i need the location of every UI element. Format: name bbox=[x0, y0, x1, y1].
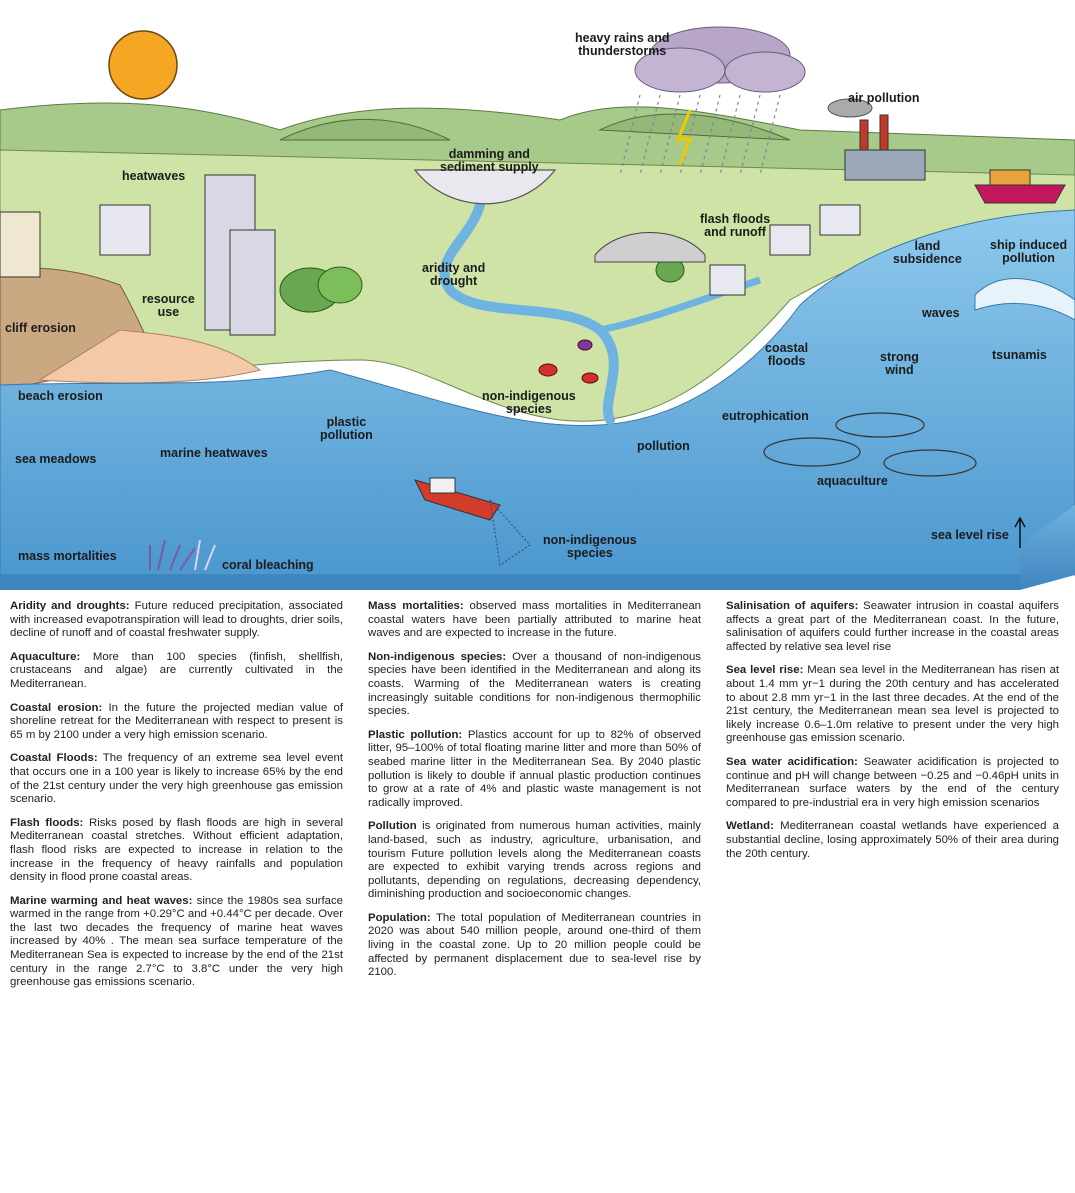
glossary-column-1 bbox=[10, 600, 343, 1000]
glossary-text: observed mass mortalities in Mediterranean coastal waters have been partially attributed to marine heat waves and are expected to increase in the future. bbox=[368, 600, 701, 640]
glossary-text: In the future the projected median value of shoreline retreat for the Mediterranean with respect to present is 65 m by 2100 under a very high emission scenario. bbox=[10, 701, 344, 741]
glossary-term: Flash floods: bbox=[10, 816, 84, 829]
coastal-scene bbox=[0, 0, 1075, 590]
glossary-text: Mediterranean coastal wetlands have experienced a substantial decline, losing approximately 50% of their area during the 20th century. bbox=[726, 820, 1059, 860]
glossary-entry bbox=[10, 600, 343, 641]
glossary-term: Coastal erosion: bbox=[10, 701, 103, 714]
glossary-text: since the 1980s sea surface warmed in the range from +0.29°C and +0.44°C per decade. Over the last two decades the frequency of marine heat waves increased by 40% . The mean sea surface temperature of the Mediterranean Sea is expected to increase by the end of the 21st century in the range 2.7°C to 3.8°C under the very high greenhouse gas emissions scenario. bbox=[10, 894, 343, 989]
label-cliff-erosion: cliff erosion bbox=[5, 321, 76, 335]
label-strong-wind: strong wind bbox=[880, 350, 919, 377]
label-beach-erosion: beach erosion bbox=[18, 389, 103, 403]
glossary bbox=[0, 600, 1075, 1190]
glossary-text: The frequency of an extreme sea level event that occurs one in a 100 year is likely to increase 65% by the end of the 21st century under the very high greenhouse gas emission scenario. bbox=[10, 752, 343, 806]
glossary-entry bbox=[368, 729, 701, 811]
glossary-entry bbox=[726, 664, 1059, 746]
label-sea-meadows: sea meadows bbox=[15, 452, 97, 466]
glossary-text: Plastics account for up to 82% of observed litter, 95–100% of total floating marine litter and more than 50% of seabed marine litter in the Mediterranean Sea. By 2040 plastic pollution is likely to double if annual plastic production continues to grow at a rate of 4% and plastic waste management is not radically improved. bbox=[368, 728, 702, 809]
glossary-entry bbox=[10, 895, 343, 990]
label-heatwaves: heatwaves bbox=[122, 169, 186, 183]
glossary-term: Sea water acidification: bbox=[726, 755, 858, 768]
label-sea-level-rise: sea level rise bbox=[931, 528, 1009, 542]
label-heavy-rains: heavy rains and thunderstorms bbox=[575, 31, 670, 58]
glossary-term: Plastic pollution: bbox=[368, 728, 463, 741]
label-ship-pollution: ship induced pollution bbox=[990, 238, 1068, 265]
glossary-term: Pollution bbox=[368, 820, 417, 833]
glossary-term: Mass mortalities: bbox=[368, 600, 464, 612]
glossary-text: Risks posed by flash floods are high in several Mediterranean coastal stretches. Without efficient adaptation, flash flood risks are expected to increase in relation to the increase in the frequency of heavy rainfalls and population density in flood prone coastal areas. bbox=[10, 816, 343, 884]
label-mass-mortalities: mass mortalities bbox=[18, 549, 117, 563]
glossary-column-3 bbox=[726, 600, 1059, 871]
glossary-term: Marine warming and heat waves: bbox=[10, 894, 193, 907]
label-plastic-pollution: plastic pollution bbox=[320, 415, 373, 442]
sea-front bbox=[0, 575, 1020, 590]
glossary-text: is originated from numerous human activities, mainly land-based, such as industry, agriculture, urbanisation, and tourism Future pollution levels along the Mediterranean coasts are expected to exhibit varying trends across regions and pollutants, depending on regulations, decreasing dependency, diminishing production and socioeconomic changes. bbox=[368, 820, 701, 901]
glossary-term: Wetland: bbox=[726, 820, 774, 833]
glossary-entry bbox=[10, 817, 343, 885]
label-eutrophication: eutrophication bbox=[722, 409, 809, 423]
glossary-text: Seawater intrusion in coastal aquifers affects a great part of the Mediterranean coast. In the future, salinisation of aquifers could further increase in the coastal areas affected by relative sea level rise bbox=[726, 600, 1059, 653]
glossary-text: More than 100 species (finfish, shellfish, crustaceans and algae) are currently cultivated in the Mediterranean. bbox=[10, 650, 343, 690]
glossary-term: Aridity and droughts: bbox=[10, 600, 130, 612]
label-coral-bleaching: coral bleaching bbox=[222, 558, 314, 572]
glossary-term: Aquaculture: bbox=[10, 650, 81, 663]
label-resource-use: resource use bbox=[142, 292, 195, 319]
glossary-entry bbox=[368, 912, 701, 980]
label-waves: waves bbox=[922, 306, 960, 320]
glossary-text: Seawater acidification is projected to continue and pH will change between −0.25 and −0.46pH units in Mediterranean surface waters by the end of the century compared to pre-industrial era in very high emission scenarios bbox=[726, 755, 1060, 809]
glossary-entry bbox=[726, 820, 1059, 861]
label-damming: damming and sediment supply bbox=[440, 147, 539, 174]
glossary-entry bbox=[368, 651, 701, 719]
glossary-entry bbox=[10, 651, 343, 692]
glossary-entry bbox=[726, 756, 1059, 810]
label-land-subsidence: land subsidence bbox=[893, 239, 962, 266]
label-aridity: aridity and drought bbox=[422, 261, 486, 288]
glossary-entry bbox=[726, 600, 1059, 654]
glossary-text: Future reduced precipitation, associated with increased evapotranspiration will lead to droughts, drier soils, decline of runoff and of coastal freshwater supply. bbox=[10, 600, 343, 640]
label-flash-floods: flash floods and runoff bbox=[700, 212, 771, 239]
glossary-text: Mean sea level in the Mediterranean has risen at about 1.4 mm yr−1 during the 20th century and has accelerated to about 2.8 mm yr−1 in the last three decades. At the end of the 21st century, the Mediterranean mean sea level is projected to likely increase 0.6–1.0m relative to present under the very high greenhouse gas emission scenario. bbox=[726, 664, 1059, 745]
glossary-text: Over a thousand of non-indigenous species have been identified in the Mediterranean and along its coasts. Warming of the Mediterranean waters is creating increasingly suitable conditions for non-indigenous thermophilic species. bbox=[368, 650, 701, 718]
glossary-text: The total population of Mediterranean countries in 2020 was about 540 million people, around one-third of them living in the coastal zone. Up to 20 million people could be affected by permanent displacement due to sea-level rise by 2100. bbox=[368, 911, 701, 979]
glossary-term: Population: bbox=[368, 911, 431, 924]
label-non-indigenous-2: non-indigenous species bbox=[543, 533, 637, 560]
label-tsunamis: tsunamis bbox=[992, 348, 1047, 362]
sun bbox=[109, 31, 177, 99]
glossary-term: Coastal Floods: bbox=[10, 752, 98, 765]
glossary-column-2 bbox=[368, 600, 701, 990]
label-pollution: pollution bbox=[637, 439, 690, 453]
label-marine-heatwaves: marine heatwaves bbox=[160, 446, 268, 460]
glossary-entry bbox=[10, 702, 343, 743]
label-non-indigenous-1: non-indigenous species bbox=[482, 389, 576, 416]
glossary-term: Salinisation of aquifers: bbox=[726, 600, 859, 612]
glossary-entry bbox=[368, 820, 701, 902]
glossary-term: Non-indigenous species: bbox=[368, 650, 507, 663]
glossary-entry bbox=[10, 752, 343, 806]
glossary-entry bbox=[368, 600, 701, 641]
label-air-pollution: air pollution bbox=[848, 91, 920, 105]
glossary-term: Sea level rise: bbox=[726, 664, 804, 677]
label-aquaculture: aquaculture bbox=[817, 474, 888, 488]
label-coastal-floods: coastal floods bbox=[765, 341, 809, 368]
